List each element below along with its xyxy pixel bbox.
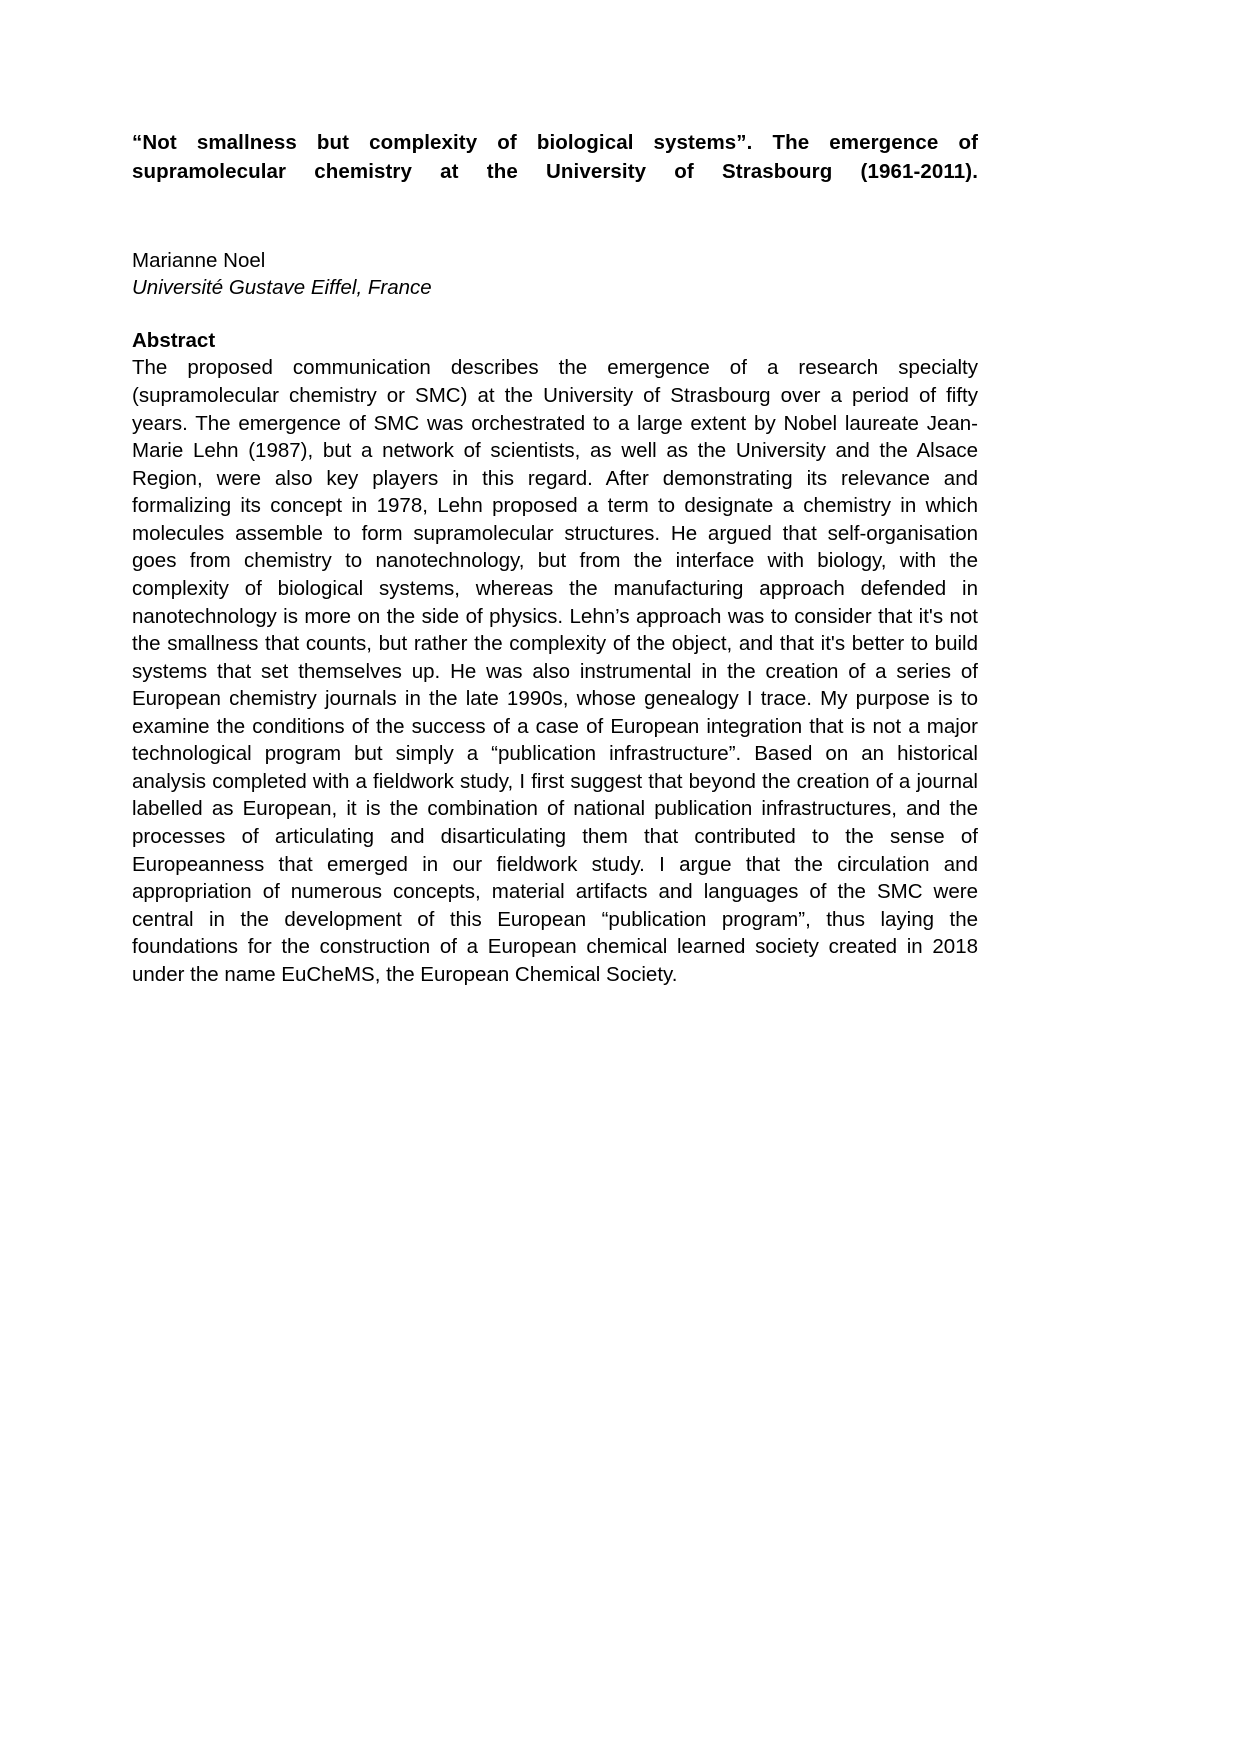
abstract-body-text: The proposed communication describes the emergence of a research specialty (supramolecular chemistry or SMC) at the University of Strasbourg over a period of fifty years. The emergence of SMC was orchestrated to a large extent by Nobel laureate Jean-Marie Lehn (1987), but a network of scientists, as well as the University and the Alsace Region, were also key players in this regard. After demonstrating its relevance and formalizing its concept in 1978, Lehn proposed a term to designate a chemistry in which molecules assemble to form supramolecular structures. He argued that self-organisation goes from chemistry to nanotechnology, but from the interface with biology, with the complexity of biological systems, whereas the manufacturing approach defended in nanotechnology is more on the side of physics. Lehn’s approach was to consider that it's not the smallness that counts, but rather the complexity of the object, and that it's better to build systems that set themselves up. He was also instrumental in the creation of a series of European chemistry journals in the late 1990s, whose genealogy I trace. My purpose is to examine the conditions of the success of a case of European integration that is not a major technological program but simply a “publication infrastructure”. Based on an historical analysis completed with a fieldwork study, I first suggest that beyond the creation of a journal labelled as European, it is the combination of national publication infrastructures, and the processes of articulating and disarticulating them that contributed to the sense of Europeanness that emerged in our fieldwork study. I argue that the circulation and appropriation of numerous concepts, material artifacts and languages of the SMC were central in the development of this European “publication program”, thus laying the foundations for the construction of a European chemical learned society created in 2018 under the name EuCheMS, the European Chemical Society. [132, 356, 978, 986]
title-spacer [132, 215, 978, 247]
author-affiliation: Université Gustave Eiffel, France [132, 276, 432, 300]
abstract-heading: Abstract [132, 329, 216, 353]
author-name: Marianne Noel [132, 249, 266, 273]
page-title: “Not smallness but complexity of biological systems”. The emergence of supramolecular chemistry at the University of Strasbourg (1961-2011). [132, 131, 978, 184]
author-spacer [132, 301, 978, 327]
document-content [132, 128, 978, 988]
author-block [132, 247, 978, 301]
